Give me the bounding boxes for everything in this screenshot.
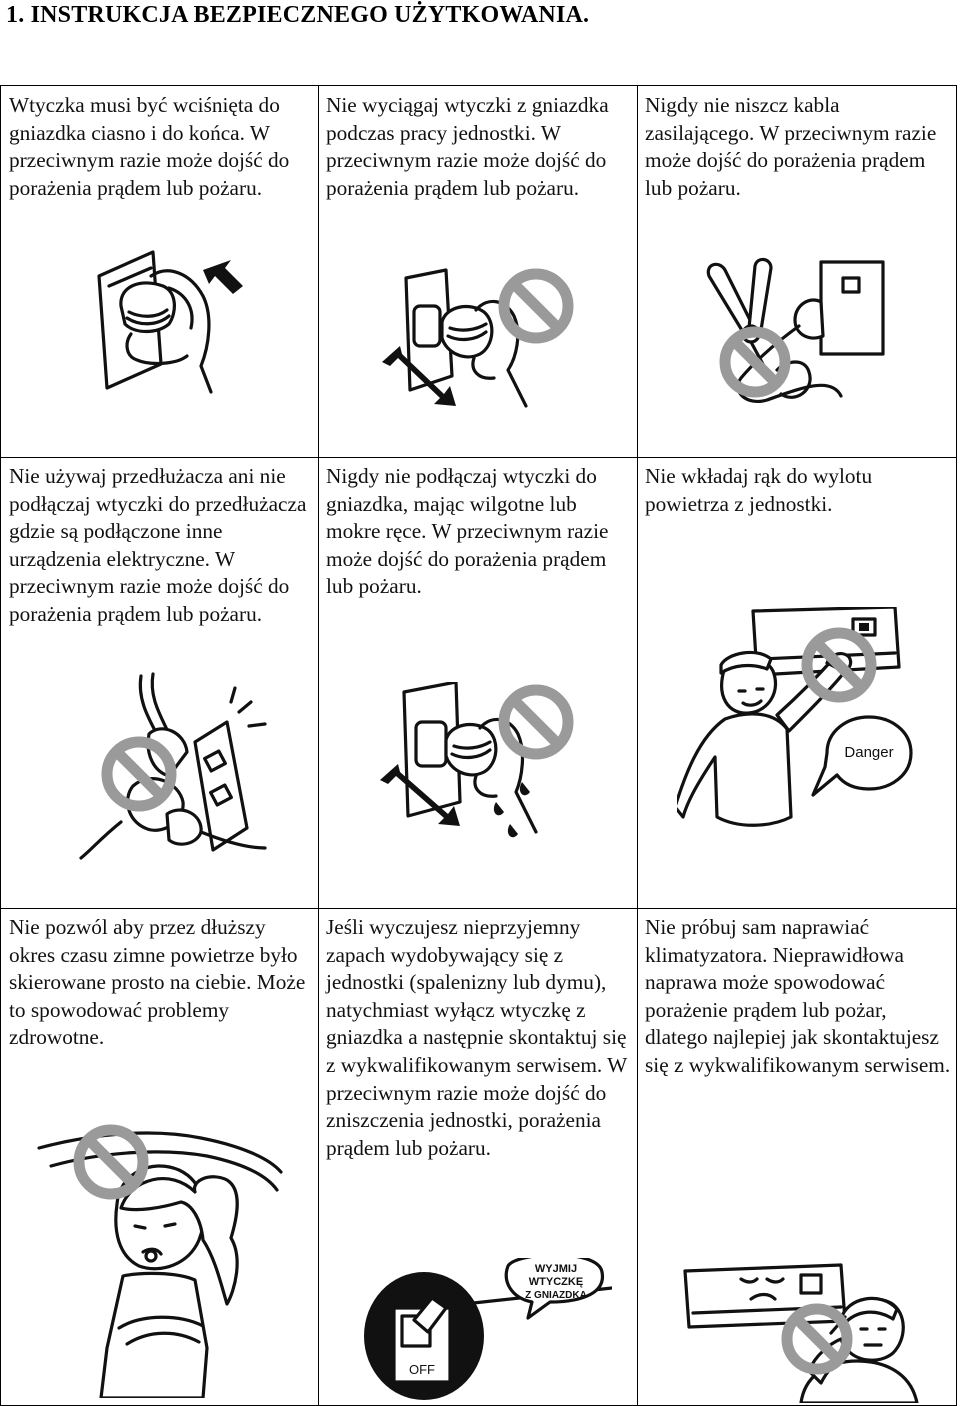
danger-label: Danger (844, 744, 894, 761)
wet-hand-plug-prohibited-icon (376, 682, 596, 847)
bubble-text-line1: WYJMIJ (534, 1263, 578, 1275)
instruction-text: Nie wkładaj rąk do wylotu powietrza z jednostki. (645, 464, 873, 516)
instruction-cell (637, 457, 958, 908)
hand-pushing-plug-icon (91, 246, 251, 396)
instruction-text: Nie używaj przedłużacza ani nie podłączaj wtyczki do przedłużacza gdzie są podłączone inne urządzenia elektryczne. W przeciwnym razie może dojść do porażenia prądem lub pożaru. (9, 464, 307, 626)
instruction-cell (637, 86, 958, 457)
instruction-text: Nie próbuj sam naprawiać klimatyzatora. Nieprawidłowa naprawa może spowodować porażenie prądem lub pożar, dlatego najlepiej jak skontaktujesz się z wykwalifikowanym serwisem. (645, 915, 951, 1077)
instruction-cell (318, 908, 637, 1405)
hand-in-air-outlet-prohibited-icon (677, 607, 937, 882)
switch-off-label: OFF (409, 1362, 435, 1377)
instruction-text: Nigdy nie niszcz kabla zasilającego. W przeciwnym razie może dojść do porażenia prądem lub pożaru. (645, 93, 937, 200)
instruction-text: Nie wyciągaj wtyczki z gniazdka podczas pracy jednostki. W przeciwnym razie może dojść do porażenia prądem lub pożaru. (326, 93, 609, 200)
self-repair-prohibited-icon (681, 1263, 921, 1403)
pliers-cutting-cable-prohibited-icon (691, 256, 911, 421)
bubble-text-line3: Z GNIAZDKA (525, 1290, 587, 1301)
instruction-cell (318, 86, 637, 457)
instruction-cell (1, 86, 318, 457)
page-title: 1. INSTRUKCJA BEZPIECZNEGO UŻYTKOWANIA. (6, 2, 590, 28)
instruction-cell (637, 908, 958, 1405)
overloaded-power-strip-prohibited-icon (61, 672, 281, 862)
instruction-text: Nigdy nie podłączaj wtyczki do gniazdka, mając wilgotne lub mokre ręce. W przeciwnym razie może dojść do porażenia prądem lub pożaru. (326, 464, 609, 599)
instruction-text: Wtyczka musi być wciśnięta do gniazdka ciasno i do końca. W przeciwnym razie może dojść do porażenia prądem lub pożaru. (9, 93, 290, 200)
instruction-cell (1, 908, 318, 1405)
instruction-cell (318, 457, 637, 908)
instruction-text: Jeśli wyczujesz nieprzyjemny zapach wydobywający się z jednostki (spalenizny lub dymu), natychmiast wyłącz wtyczkę z gniazdka a następnie skontaktuj się z wykwalifikowanym serwisem. W przeciwnym razie może dojść do zniszczenia jednostki, porażenia prądem lub pożaru. (326, 915, 627, 1160)
bubble-text-line2: WTYCZKĘ (528, 1276, 584, 1288)
instruction-cell (1, 457, 318, 908)
safety-instructions-grid (0, 85, 957, 1406)
cold-air-on-person-prohibited-icon (31, 1108, 291, 1398)
switch-off-socket-icon (362, 1258, 612, 1404)
hand-pulling-plug-prohibited-icon (376, 266, 586, 416)
instruction-text: Nie pozwól aby przez dłuższy okres czasu zimne powietrze było skierowane prosto na ciebie. Może to spowodować problemy zdrowotne. (9, 915, 306, 1050)
